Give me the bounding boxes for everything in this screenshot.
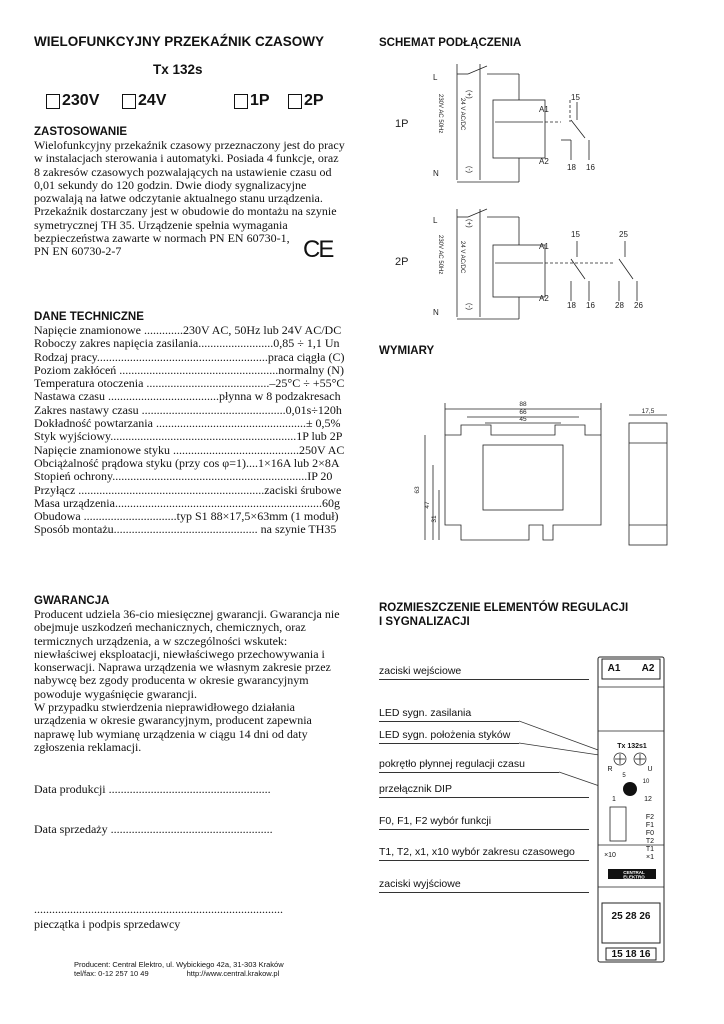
label-dip-switch: przełącznik DIP — [379, 783, 589, 798]
tech-row: Obciążalność prądowa styku (przy cos φ=1)....1×16A lub 2×8A — [34, 455, 340, 470]
controls-heading-2: I SYGNALIZACJI — [379, 616, 470, 628]
warranty-heading: GWARANCJA — [34, 595, 110, 607]
wiring-minus-2p: (-) — [465, 303, 472, 310]
wiring-heading: SCHEMAT PODŁĄCZENIA — [379, 37, 522, 49]
option-24v[interactable]: 24V — [122, 92, 166, 110]
footer-contact — [74, 969, 364, 978]
wiring-N-2p: N — [433, 308, 439, 317]
device-output-row-2: 15 18 16 — [611, 949, 651, 960]
tech-row: Masa urządzenia.....................................................................60g — [34, 495, 340, 510]
wiring-diagram-1p — [375, 60, 705, 195]
dial-label-5: 5 — [622, 773, 626, 779]
checkbox-230v[interactable] — [46, 94, 60, 109]
checkbox-1p[interactable] — [234, 94, 248, 109]
wiring-230v-1p: 230V AC 50Hz — [437, 94, 443, 134]
dim-width-45: 45 — [519, 416, 527, 423]
dip-label-f1: F1 — [645, 822, 655, 829]
controls-heading-1: ROZMIESZCZENIE ELEMENTÓW REGULACJI — [379, 602, 629, 614]
dip-label-t1: T1 — [645, 846, 655, 853]
tech-row: Napięcie znamionowe styku ..........................................250V AC — [34, 442, 345, 457]
dimensions-heading: WYMIARY — [379, 345, 435, 357]
tech-row: Przyłącz ..............................................................zaciski śrubowe — [34, 482, 342, 497]
wiring-minus-1p: (-) — [465, 166, 472, 173]
wiring-230v-2p: 230V AC 50Hz — [437, 235, 443, 275]
tech-row: Stopień ochrony.................................................................IP 20 — [34, 469, 333, 484]
tech-row: Napięcie znamionowe .............230V AC, 50Hz lub 24V AC/DC — [34, 323, 342, 337]
device-label-a2: A2 — [641, 663, 655, 674]
dip-label-f2: F2 — [645, 814, 655, 821]
label-time-knob: pokrętło płynnej regulacji czasu — [379, 758, 559, 773]
applications-heading: ZASTOSOWANIE — [34, 126, 128, 138]
wiring-a1-1p: A1 — [539, 105, 549, 114]
sale-date-field: Data sprzedaży ...................................................... — [34, 822, 273, 836]
ce-mark: CE — [303, 236, 333, 263]
dim-height-31: 31 — [431, 515, 438, 523]
option-230v[interactable]: 230V — [46, 92, 99, 110]
wiring-N-1p: N — [433, 169, 439, 178]
device-label-a1: A1 — [607, 663, 621, 674]
tech-row: Dokładność powtarzania ..................................................± 0,5% — [34, 416, 341, 431]
option-2p[interactable]: 2P — [288, 92, 324, 110]
wiring-L-1p: L — [433, 73, 438, 82]
wiring-a2-2p: A2 — [539, 294, 549, 303]
wiring-24v-1p: 24 V AC/DC — [459, 98, 465, 131]
dip-label-x10: ×10 — [604, 852, 616, 859]
wiring-plus-2p: (+) — [465, 219, 472, 228]
device-model-label: Tx 132s1 — [617, 743, 647, 750]
footer-url[interactable]: http://www.central.krakow.pl — [186, 969, 280, 978]
wiring-label-2p: 2P — [395, 256, 409, 268]
dim-width-66: 66 — [519, 409, 527, 416]
option-1p[interactable]: 1P — [234, 92, 270, 110]
checkbox-24v[interactable] — [122, 94, 136, 109]
time-knob[interactable] — [623, 782, 637, 796]
dial-label-min: 1 — [612, 796, 616, 803]
tech-row: Temperatura otoczenia .........................................–25°C ÷ +55°C — [34, 376, 345, 391]
wiring-t25-2p: 25 — [619, 230, 628, 239]
wiring-24v-2p: 24 V AC/DC — [459, 241, 465, 274]
label-input-terminals: zaciski wejściowe — [379, 665, 589, 680]
label-range-select: T1, T2, x1, x10 wybór zakresu czasowego — [379, 846, 589, 861]
device-output-row-1: 25 28 26 — [611, 911, 651, 922]
signature-line: ................................................................................... — [34, 902, 283, 916]
device-front-panel — [596, 655, 668, 970]
dip-label-t2: T2 — [645, 838, 655, 845]
dial-label-10: 10 — [642, 779, 650, 785]
tech-row: Zakres nastawy czasu ................................................0,01s÷120h — [34, 402, 342, 417]
technical-table — [34, 324, 364, 537]
wiring-t15-1p: 15 — [571, 93, 580, 102]
wiring-a2-1p: A2 — [539, 157, 549, 166]
wiring-a1-2p: A1 — [539, 242, 549, 251]
label-function-select: F0, F1, F2 wybór funkcji — [379, 815, 589, 830]
wiring-t15-2p: 15 — [571, 230, 580, 239]
dim-depth-175: 17,5 — [641, 408, 655, 415]
dimensions-drawing — [405, 395, 705, 550]
tech-row: Sposób montażu................................................ na szynie TH35 — [34, 522, 337, 537]
tech-row: Obudowa ...............................typ S1 88×17,5×63mm (1 moduł) — [34, 509, 339, 524]
brand-line-1: CENTRAL — [623, 870, 645, 875]
dim-height-63: 63 — [414, 486, 421, 494]
wiring-label-1p: 1P — [395, 118, 409, 130]
dip-label-x1: ×1 — [646, 854, 654, 861]
applications-text: Wielofunkcyjny przekaźnik czasowy przeznaczony jest do pracy w instalacjach sterowania i automatyki. Posiada 4 funkcje, oraz 8 zakresów czasowych pozwalających na ustawienie czasu od 0,01 sekundy do 120 godzin. Dwie diody sygnalizacyjne pozwalają na łatwe odczytanie aktualnego stanu urządzenia. Przekaźnik dostarczany jest w obudowie do montażu na szynie symetrycznej TH 35. Urządzenie spełnia wymagania bezpieczeństwa zawarte w normach PN EN 60730-1, PN EN 60730-2-7 — [34, 138, 345, 259]
brand-line-2: ELEKTRO — [623, 874, 645, 880]
device-label-u: U — [647, 766, 653, 773]
tech-row: Rodzaj pracy.........................................................praca ciągła (C) — [34, 349, 345, 364]
tech-row: Roboczy zakres napięcia zasilania.........................0,85 ÷ 1,1 Un — [34, 336, 340, 351]
device-label-r: R — [607, 766, 613, 773]
model-name: Tx 132s — [153, 62, 203, 77]
wiring-L-2p: L — [433, 216, 438, 225]
wiring-plus-1p: (+) — [465, 90, 472, 99]
document-title: WIELOFUNKCYJNY PRZEKAŹNIK CZASOWY — [34, 34, 325, 49]
wiring-t28-2p: 28 — [615, 301, 624, 310]
label-contact-led: LED sygn. położenia styków — [379, 729, 519, 744]
footer-phone: tel/fax: 0-12 257 10 49 — [74, 969, 149, 978]
variant-options — [46, 92, 346, 114]
footer — [74, 960, 364, 978]
wiring-t18-1p: 18 — [567, 163, 576, 172]
tech-row: Styk wyjściowy..............................................................1P lub 2P — [34, 429, 343, 444]
dial-label-max: 12 — [644, 796, 652, 803]
tech-row: Poziom zakłóceń .....................................................normalny (N) — [34, 362, 344, 377]
technical-heading: DANE TECHNICZNE — [34, 311, 144, 323]
wiring-t18-2p: 18 — [567, 301, 576, 310]
signature-label: pieczątka i podpis sprzedawcy — [34, 917, 181, 931]
label-output-terminals: zaciski wyjściowe — [379, 878, 589, 893]
footer-address: Producent: Central Elektro, ul. Wybickiego 42a, 31-303 Kraków — [74, 960, 284, 969]
wiring-t26-2p: 26 — [634, 301, 643, 310]
warranty-text: Producent udziela 36-cio miesięcznej gwarancji. Gwarancja nie obejmuje uszkodzeń mechanicznych, chemicznych, oraz termicznych urządzenia, a w szczególności wskutek: niewłaściwej eksploatacji, niewłaściwego przechowywania i konserwacji. Naprawa urządzenia we własnym zakresie przez nabywcę bez zgody producenta w okresie gwarancyjnym powoduje wygaśnięcie gwarancji. W przypadku stwierdzenia nieprawidłowego działania urządzenia w okresie gwarancyjnym, producent zapewnia naprawę lub wymianę urządzenia w ciągu 14 dni od daty zgłoszenia reklamacji. — [34, 607, 340, 754]
production-date-field: Data produkcji ...................................................... — [34, 782, 271, 796]
dim-height-47: 47 — [424, 501, 431, 509]
wiring-diagram-2p — [375, 205, 705, 330]
wiring-t16-2p: 16 — [586, 301, 595, 310]
wiring-t16-1p: 16 — [586, 163, 595, 172]
checkbox-2p[interactable] — [288, 94, 302, 109]
label-power-led: LED sygn. zasilania — [379, 707, 519, 722]
dip-label-f0: F0 — [645, 830, 655, 837]
dim-width-88: 88 — [519, 401, 527, 408]
tech-row: Nastawa czasu .....................................płynna w 8 podzakresach — [34, 389, 341, 404]
